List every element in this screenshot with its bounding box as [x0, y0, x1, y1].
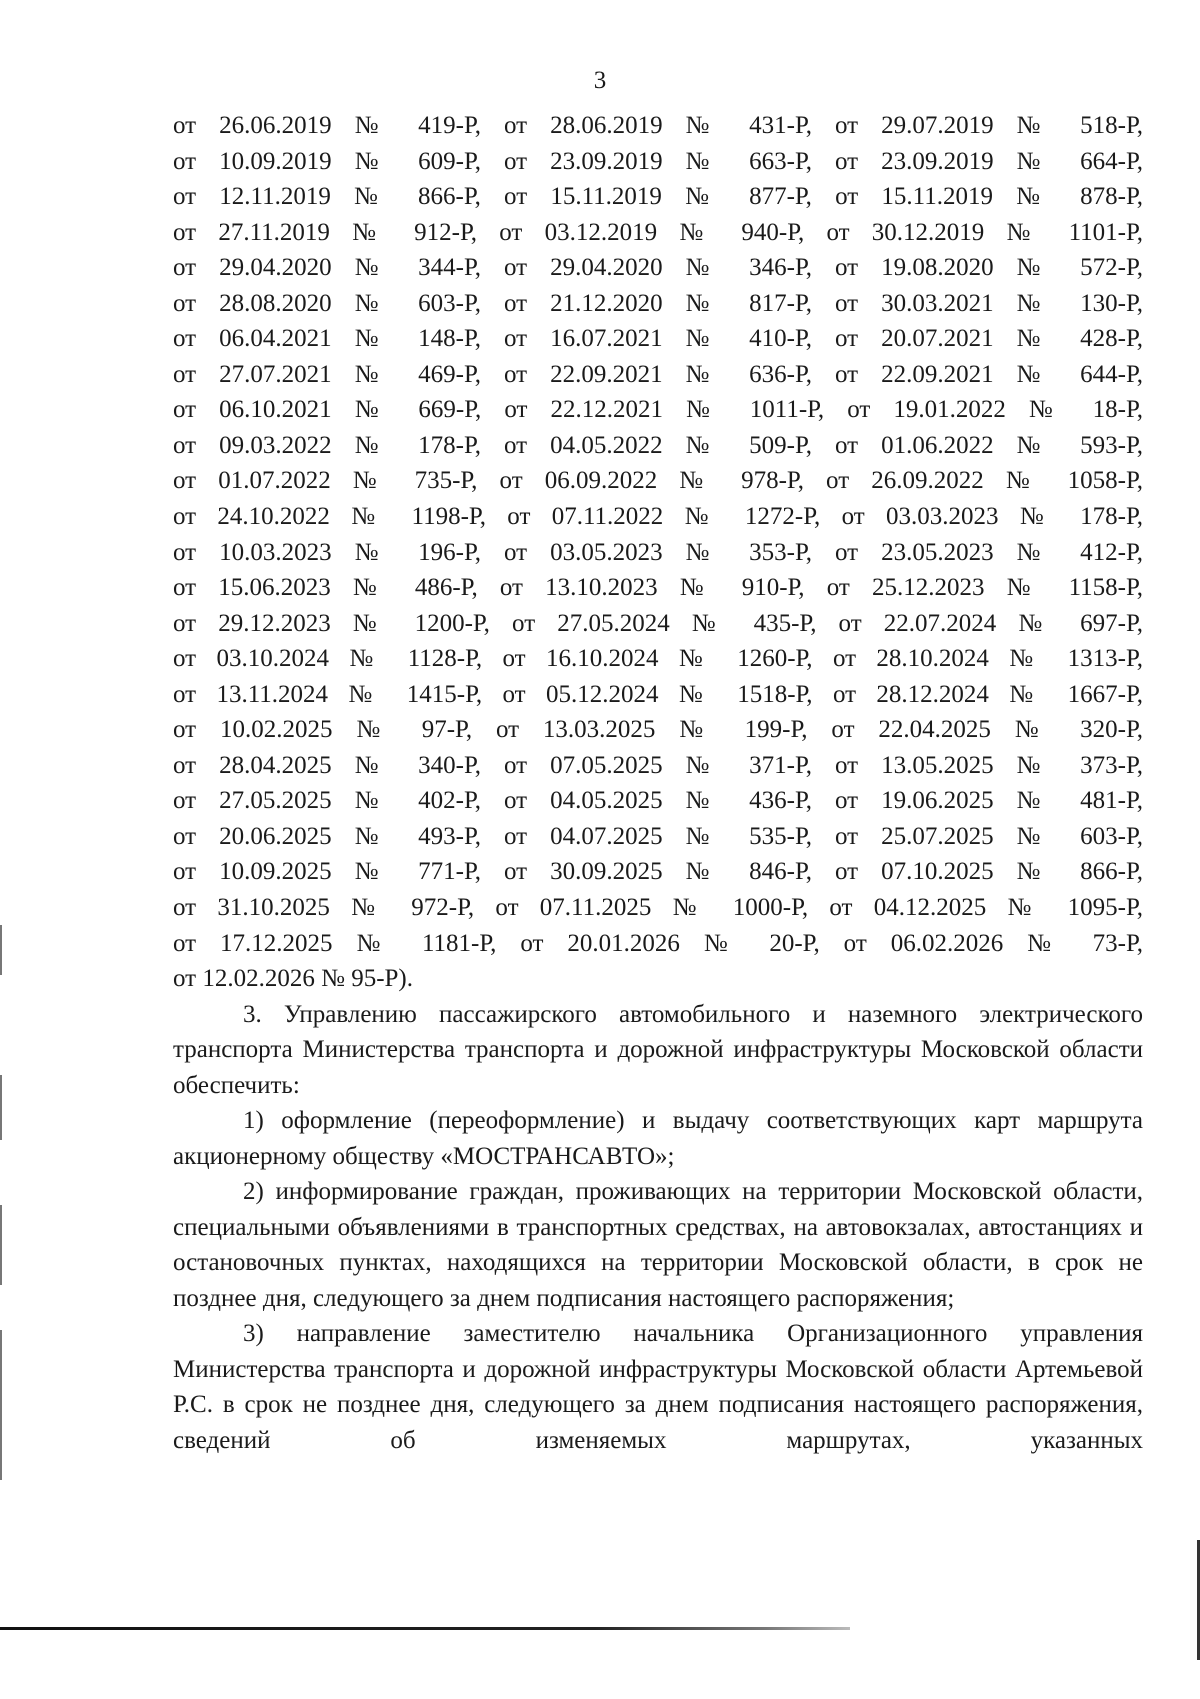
- list-item-2: 2) информирование граждан, проживающих на территории Московской области, специальными объявлениями в транспортных средствах, на автовокзалах, автостанциях и остановочных пунктах, находящихся на территории Московской области, в срок не позднее дня, следующего за днем подписания настоящего распоряжения;: [173, 1178, 1143, 1312]
- reference-line: от 28.08.2020 № 603-Р, от 21.12.2020 № 817-Р, от 30.03.2021 № 130-Р,: [173, 289, 1143, 317]
- reference-line: от 24.10.2022 № 1198-Р, от 07.11.2022 № 1272-Р, от 03.03.2023 № 178-Р,: [173, 503, 1143, 531]
- reference-line: от 12.11.2019 № 866-Р, от 15.11.2019 № 877-Р, от 15.11.2019 № 878-Р,: [173, 183, 1143, 211]
- reference-line: от 29.04.2020 № 344-Р, от 29.04.2020 № 346-Р, от 19.08.2020 № 572-Р,: [173, 254, 1143, 282]
- reference-line: от 01.07.2022 № 735-Р, от 06.09.2022 № 978-Р, от 26.09.2022 № 1058-Р,: [173, 467, 1143, 495]
- reference-line: от 27.11.2019 № 912-Р, от 03.12.2019 № 940-Р, от 30.12.2019 № 1101-Р,: [173, 218, 1143, 246]
- reference-line: от 13.11.2024 № 1415-Р, от 05.12.2024 № 1518-Р, от 28.12.2024 № 1667-Р,: [173, 680, 1143, 708]
- reference-line: от 27.07.2021 № 469-Р, от 22.09.2021 № 636-Р, от 22.09.2021 № 644-Р,: [173, 360, 1143, 388]
- bottom-rule: [0, 1627, 850, 1630]
- reference-line: от 10.03.2023 № 196-Р, от 03.05.2023 № 353-Р, от 23.05.2023 № 412-Р,: [173, 538, 1143, 566]
- reference-line: от 31.10.2025 № 972-Р, от 07.11.2025 № 1000-Р, от 04.12.2025 № 1095-Р,: [173, 894, 1143, 922]
- reference-line: от 17.12.2025 № 1181-Р, от 20.01.2026 № 20-Р, от 06.02.2026 № 73-Р,: [173, 929, 1143, 957]
- document-body: [173, 108, 1143, 1458]
- scan-edge-mark: [0, 1075, 2, 1140]
- list-item-3: 3) направление заместителю начальника Организационного управления Министерства транспорта и дорожной инфраструктуры Московской области Артемьевой Р.С. в срок не позднее дня, следующего за днем подписания настоящего распоряжения, сведений об изменяемых маршрутах, указанных: [173, 1320, 1143, 1454]
- reference-line: от 06.04.2021 № 148-Р, от 16.07.2021 № 410-Р, от 20.07.2021 № 428-Р,: [173, 325, 1143, 353]
- reference-line: от 15.06.2023 № 486-Р, от 13.10.2023 № 910-Р, от 25.12.2023 № 1158-Р,: [173, 574, 1143, 602]
- reference-line: от 09.03.2022 № 178-Р, от 04.05.2022 № 509-Р, от 01.06.2022 № 593-Р,: [173, 431, 1143, 459]
- reference-line: от 29.12.2023 № 1200-Р, от 27.05.2024 № 435-Р, от 22.07.2024 № 697-Р,: [173, 609, 1143, 637]
- reference-line: от 06.10.2021 № 669-Р, от 22.12.2021 № 1011-Р, от 19.01.2022 № 18-Р,: [173, 396, 1143, 424]
- reference-line: от 27.05.2025 № 402-Р, от 04.05.2025 № 436-Р, от 19.06.2025 № 481-Р,: [173, 787, 1143, 815]
- reference-line: от 28.04.2025 № 340-Р, от 07.05.2025 № 371-Р, от 13.05.2025 № 373-Р,: [173, 751, 1143, 779]
- reference-line: от 10.09.2019 № 609-Р, от 23.09.2019 № 663-Р, от 23.09.2019 № 664-Р,: [173, 147, 1143, 175]
- scan-edge-mark: [0, 1205, 2, 1285]
- scan-edge-mark: [0, 925, 2, 975]
- scan-edge-mark: [0, 1330, 2, 1480]
- list-item-1: 1) оформление (переоформление) и выдачу соответствующих карт маршрута акционерному обществу «МОСТРАНСАВТО»;: [173, 1107, 1143, 1170]
- reference-line: от 10.02.2025 № 97-Р, от 13.03.2025 № 199-Р, от 22.04.2025 № 320-Р,: [173, 716, 1143, 744]
- reference-line: от 03.10.2024 № 1128-Р, от 16.10.2024 № 1260-Р, от 28.10.2024 № 1313-Р,: [173, 645, 1143, 673]
- reference-line: от 26.06.2019 № 419-Р, от 28.06.2019 № 431-Р, от 29.07.2019 № 518-Р,: [173, 112, 1143, 139]
- reference-line: от 20.06.2025 № 493-Р, от 04.07.2025 № 535-Р, от 25.07.2025 № 603-Р,: [173, 822, 1143, 850]
- page-number: 3: [593, 67, 607, 94]
- reference-line-final: от 12.02.2026 № 95-Р).: [173, 965, 414, 993]
- paragraph-3: 3. Управлению пассажирского автомобильного и наземного электрического транспорта Министерства транспорта и дорожной инфраструктуры Московской области обеспечить:: [173, 1000, 1143, 1099]
- reference-line: от 10.09.2025 № 771-Р, от 30.09.2025 № 846-Р, от 07.10.2025 № 866-Р,: [173, 858, 1143, 886]
